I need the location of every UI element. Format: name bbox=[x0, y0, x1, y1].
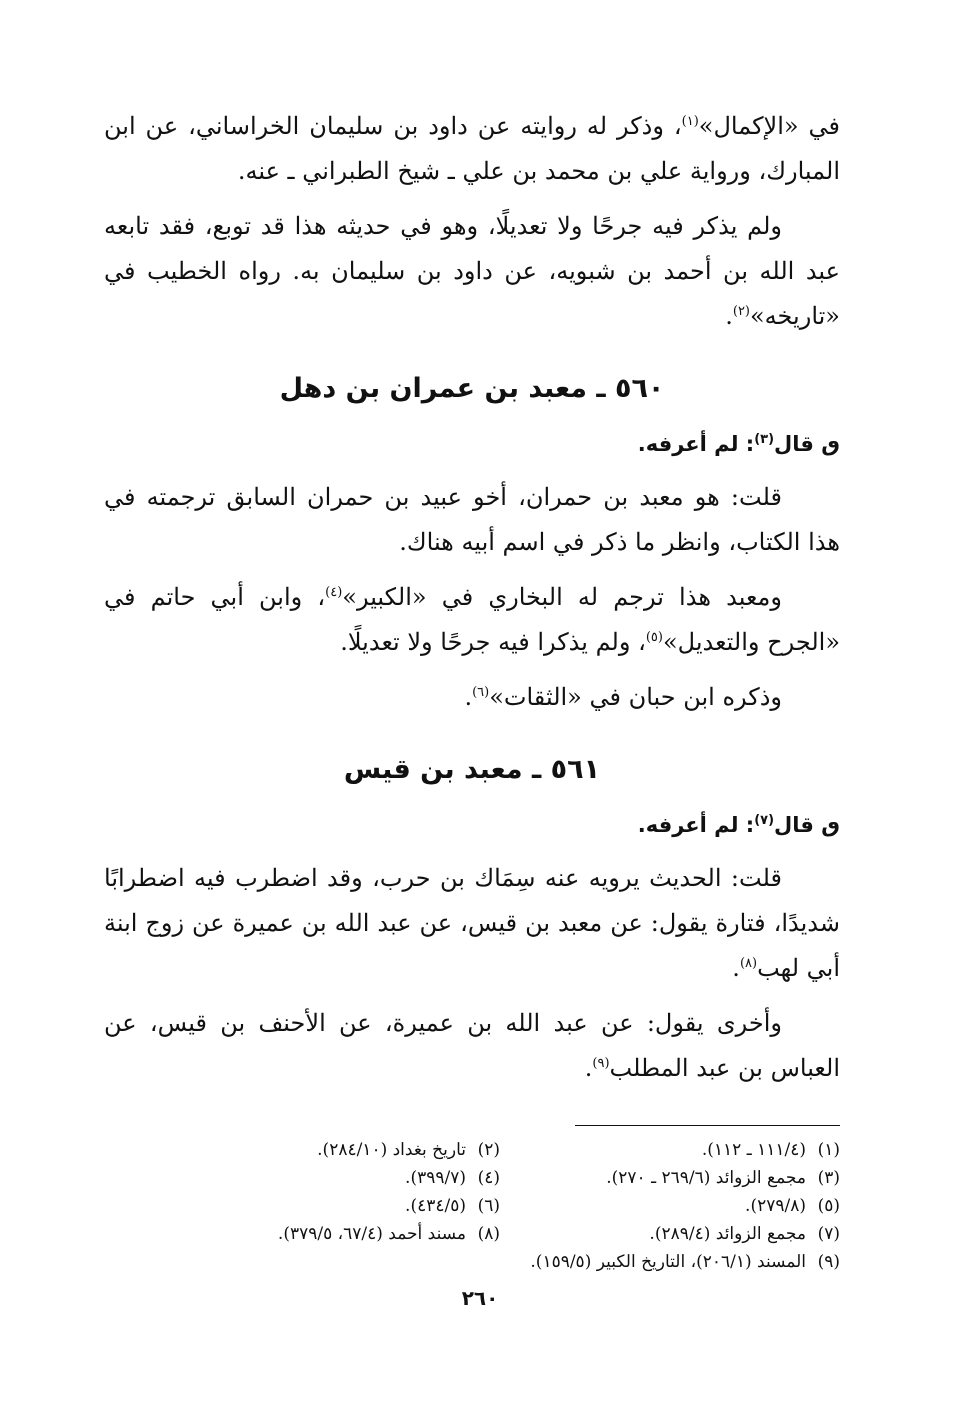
footnote-2 bbox=[160, 1136, 500, 1164]
entry-560-title: ٥٦٠ ـ معبد بن عمران بن دهل bbox=[279, 373, 665, 404]
footnote-text: (١١١/٤ ـ ١١٢). bbox=[701, 1140, 806, 1160]
footnote-text: (٣٩٩/٧). bbox=[405, 1168, 466, 1188]
text-run: ، وابن أبي حاتم في «الجرح والتعديل» bbox=[104, 583, 840, 656]
footnote-number: (٢) bbox=[477, 1140, 500, 1160]
footnote-text: (٤٣٤/٥). bbox=[405, 1196, 466, 1216]
footnote-text: تاريخ بغداد (٢٨٤/١٠). bbox=[317, 1140, 466, 1160]
text-run: ، وذكر له روايته عن داود بن سليمان الخراساني، عن ابن المبارك، ورواية علي بن محمد بن علي ـ شيخ الطبراني ـ عنه. bbox=[104, 112, 840, 185]
footnote-number: (٨) bbox=[477, 1224, 500, 1244]
footnote-number: (٥) bbox=[817, 1196, 840, 1216]
text-run: قلت: الحديث يرويه عنه سِمَاك بن حرب، وقد اضطرب فيه اضطرابًا شديدًا، فتارة يقول: عن معبد بن قيس، عن عبد الله بن عميرة عن زوج ابنة أبي لهب bbox=[104, 864, 840, 982]
footnote-number: (٩) bbox=[817, 1252, 840, 1272]
entry-561-paragraph-2 bbox=[104, 1001, 840, 1091]
intro-paragraph-2 bbox=[104, 204, 840, 339]
footnote-text: (٢٧٩/٨). bbox=[745, 1196, 806, 1216]
text-run: . bbox=[732, 954, 740, 982]
footnote-7 bbox=[500, 1220, 840, 1248]
entry-560-paragraph-3 bbox=[104, 675, 840, 720]
footnote-9 bbox=[104, 1248, 840, 1276]
footnote-ref[interactable]: (١) bbox=[681, 114, 699, 129]
page-number: ٢٦٠ bbox=[461, 1286, 499, 1310]
footnote-8 bbox=[160, 1220, 500, 1248]
entry-560-paragraph-2 bbox=[104, 575, 840, 665]
footnote-ref[interactable]: (٤) bbox=[325, 585, 343, 600]
footnote-ref[interactable]: (٢) bbox=[732, 304, 750, 319]
entry-560-paragraph-1: قلت: هو معبد بن حمران، أخو عبيد بن حمران السابق ترجمته في هذا الكتاب، وانظر ما ذكر في اسم أبيه هناك. bbox=[104, 483, 840, 556]
footnote-row bbox=[104, 1248, 840, 1276]
entry-561-title: ٥٦١ ـ معبد بن قيس bbox=[343, 754, 601, 785]
footnote-number: (٤) bbox=[477, 1168, 500, 1188]
footnote-text: مسند أحمد (٦٧/٤، ٣٧٩/٥). bbox=[277, 1224, 466, 1244]
footnote-ref[interactable]: (٩) bbox=[592, 1056, 610, 1071]
text-run: ٯ قال bbox=[774, 432, 840, 456]
text-run: ٯ قال bbox=[774, 813, 840, 837]
text-run: وذكره ابن حبان في «الثقات» bbox=[489, 683, 782, 711]
text-run: : لم أعرفه. bbox=[637, 432, 755, 456]
footnote-number: (٦) bbox=[477, 1196, 500, 1216]
footnote-row bbox=[104, 1220, 840, 1248]
entry-561-paragraph-1 bbox=[104, 856, 840, 991]
intro-paragraph-1 bbox=[104, 104, 840, 194]
footnote-row bbox=[104, 1164, 840, 1192]
footnote-3 bbox=[500, 1164, 840, 1192]
text-run: . bbox=[464, 683, 473, 711]
text-run: : لم أعرفه. bbox=[637, 813, 755, 837]
text-run: في «الإكمال» bbox=[698, 112, 840, 140]
footnote-6 bbox=[160, 1192, 500, 1220]
text-run: ولم يذكر فيه جرحًا ولا تعديلًا، وهو في حديثه هذا قد توبع، فقد تابعه عبد الله بن أحمد بن شبويه، عن داود بن سليمان به. رواه الخطيب في «تاريخه» bbox=[104, 212, 840, 330]
text-run: ، ولم يذكرا فيه جرحًا ولا تعديلًا. bbox=[340, 628, 646, 656]
text-run: . bbox=[725, 302, 733, 330]
footnote-text: المسند (٢٠٦/١)، التاريخ الكبير (١٥٩/٥). bbox=[530, 1252, 806, 1272]
footnotes bbox=[104, 1136, 840, 1276]
footnote-number: (٧) bbox=[817, 1224, 840, 1244]
footnote-ref[interactable]: (٥) bbox=[645, 630, 663, 645]
footnote-row bbox=[104, 1192, 840, 1220]
text-run: . bbox=[584, 1054, 593, 1082]
footnote-text: مجمع الزوائد (٢٨٩/٤). bbox=[649, 1224, 806, 1244]
footnote-5 bbox=[500, 1192, 840, 1220]
footnote-1 bbox=[500, 1136, 840, 1164]
footnote-ref[interactable]: (٦) bbox=[472, 685, 490, 700]
entry-560-said bbox=[104, 425, 840, 463]
footnote-ref[interactable]: (٧) bbox=[754, 813, 775, 828]
entry-561-said bbox=[104, 806, 840, 844]
footnote-4 bbox=[160, 1164, 500, 1192]
text-run: ومعبد هذا ترجم له البخاري في «الكبير» bbox=[342, 583, 782, 611]
footnote-number: (٣) bbox=[817, 1168, 840, 1188]
footnote-row bbox=[104, 1136, 840, 1164]
footnote-divider bbox=[575, 1125, 840, 1126]
footnote-text: مجمع الزوائد (٢٦٩/٦ ـ ٢٧٠). bbox=[606, 1168, 806, 1188]
text-run: وأخرى يقول: عن عبد الله بن عميرة، عن الأحنف بن قيس، عن العباس بن عبد المطلب bbox=[104, 1009, 840, 1082]
footnote-ref[interactable]: (٨) bbox=[739, 956, 758, 971]
footnote-ref[interactable]: (٣) bbox=[754, 432, 775, 447]
footnote-number: (١) bbox=[817, 1140, 840, 1160]
